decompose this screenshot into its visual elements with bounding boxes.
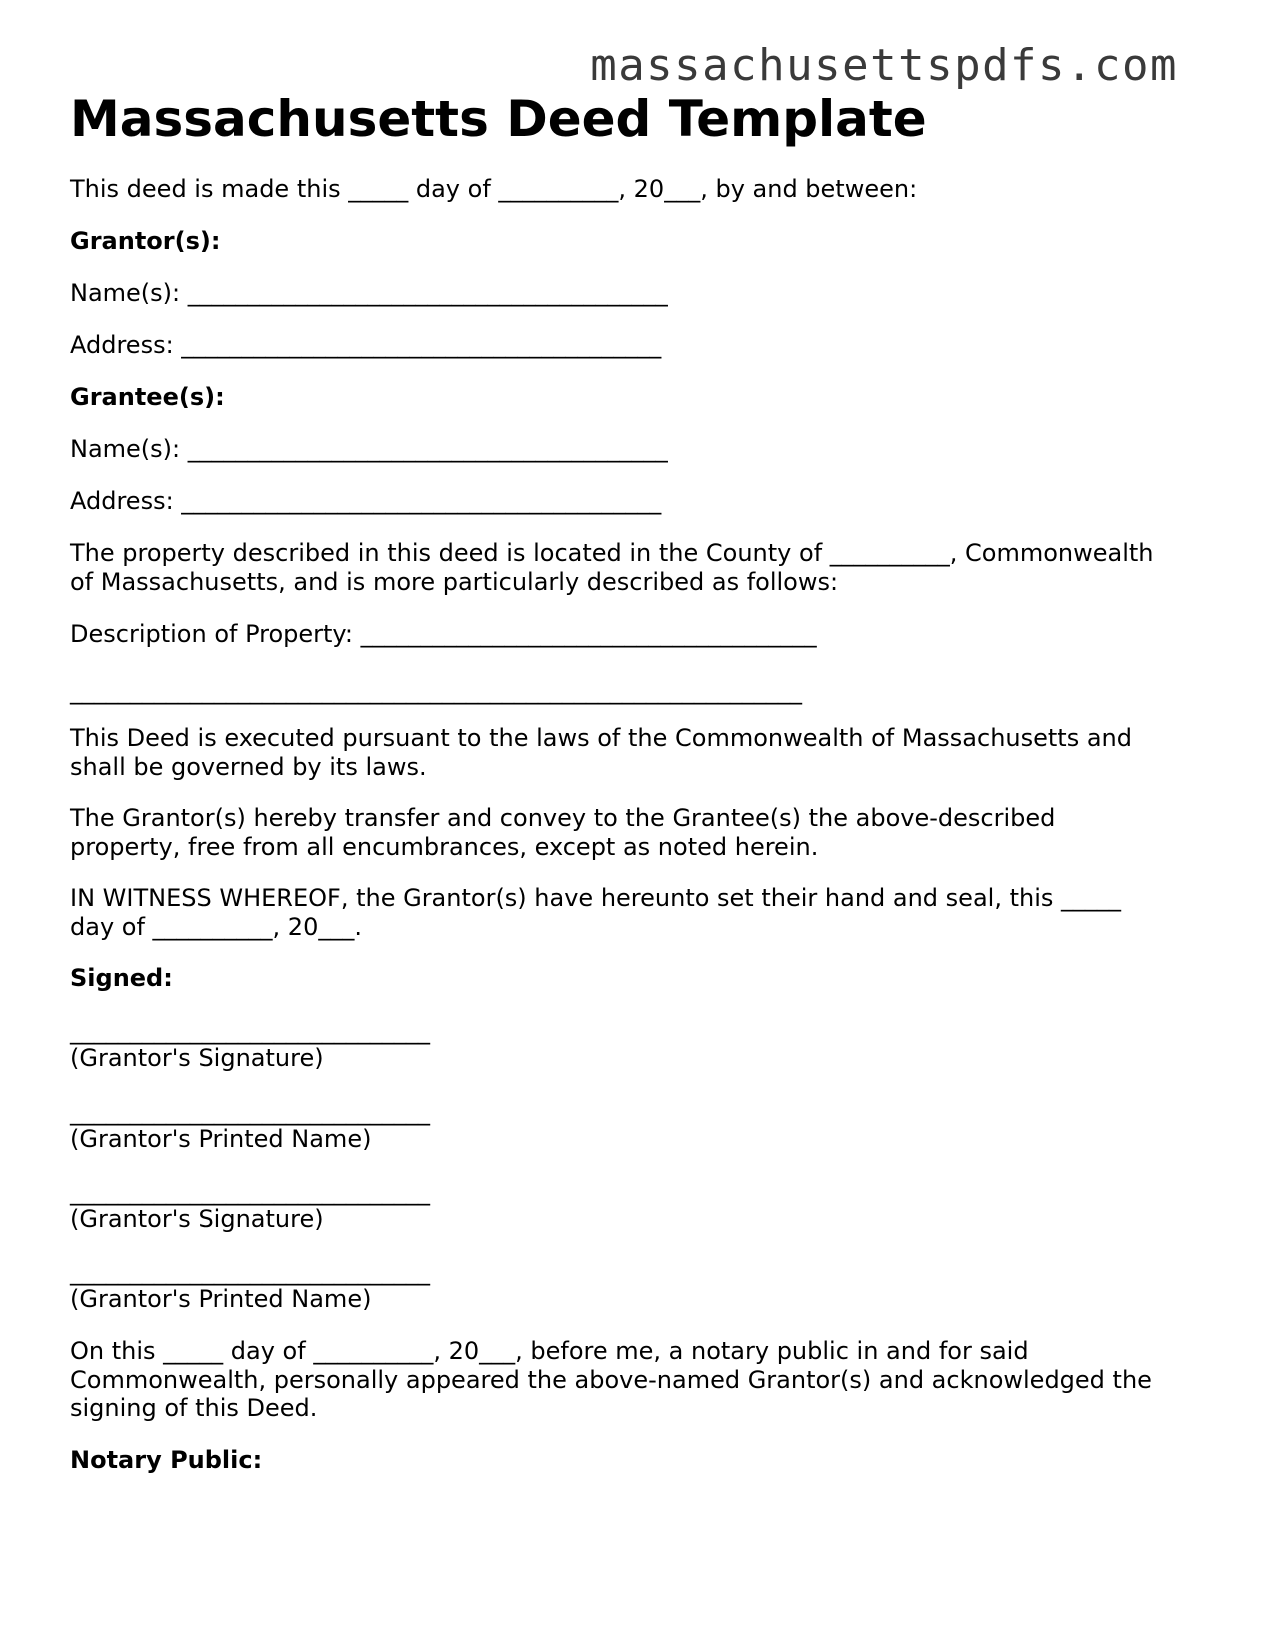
- grantor-address-field[interactable]: Address: ________________________________________: [70, 331, 662, 359]
- property-description-field[interactable]: Description of Property: ______________________________________: [70, 620, 817, 648]
- property-location-text-cont: of Massachusetts, and is more particularly described as follows:: [70, 568, 839, 596]
- page-title: Massachusetts Deed Template: [70, 90, 927, 148]
- printed-name-blank[interactable]: ______________________________: [70, 1258, 430, 1286]
- conveyance-text: The Grantor(s) hereby transfer and convey to the Grantee(s) the above-described: [70, 804, 1056, 832]
- notary-text: On this _____ day of __________, 20___, before me, a notary public in and for said: [70, 1337, 1029, 1365]
- intro-text: This deed is made this _____ day of __________, 20___, by and between:: [70, 175, 918, 203]
- grantee-heading: Grantee(s):: [70, 383, 225, 411]
- notary-text-cont: Commonwealth, personally appeared the above-named Grantor(s) and acknowledged the: [70, 1366, 1152, 1394]
- grantee-name-field[interactable]: Name(s): ________________________________________: [70, 435, 668, 463]
- grantor-name-field[interactable]: Name(s): ________________________________________: [70, 279, 668, 307]
- property-location-text: The property described in this deed is located in the County of __________, Commonwealth: [70, 539, 1154, 567]
- conveyance-text-cont: property, free from all encumbrances, except as noted herein.: [70, 833, 819, 861]
- printed-name-caption: (Grantor's Printed Name): [70, 1285, 372, 1313]
- witness-text: IN WITNESS WHEREOF, the Grantor(s) have hereunto set their hand and seal, this _____: [70, 884, 1121, 912]
- grantor-heading: Grantor(s):: [70, 227, 221, 255]
- witness-text-cont: day of __________, 20___.: [70, 913, 362, 941]
- printed-name-caption: (Grantor's Printed Name): [70, 1125, 372, 1153]
- printed-name-blank[interactable]: ______________________________: [70, 1098, 430, 1126]
- notary-heading: Notary Public:: [70, 1446, 263, 1474]
- governing-law-text: This Deed is executed pursuant to the laws of the Commonwealth of Massachusetts and: [70, 724, 1132, 752]
- signature-blank[interactable]: ______________________________: [70, 1178, 430, 1206]
- watermark: massachusettspdfs.com: [590, 40, 1178, 91]
- signature-caption: (Grantor's Signature): [70, 1205, 324, 1233]
- notary-text-end: signing of this Deed.: [70, 1394, 318, 1422]
- grantee-address-field[interactable]: Address: ________________________________________: [70, 487, 662, 515]
- property-description-blank[interactable]: _____________________________________________________________: [70, 677, 802, 705]
- signature-blank[interactable]: ______________________________: [70, 1017, 430, 1045]
- signature-caption: (Grantor's Signature): [70, 1044, 324, 1072]
- governing-law-text-cont: shall be governed by its laws.: [70, 753, 427, 781]
- signed-heading: Signed:: [70, 964, 173, 992]
